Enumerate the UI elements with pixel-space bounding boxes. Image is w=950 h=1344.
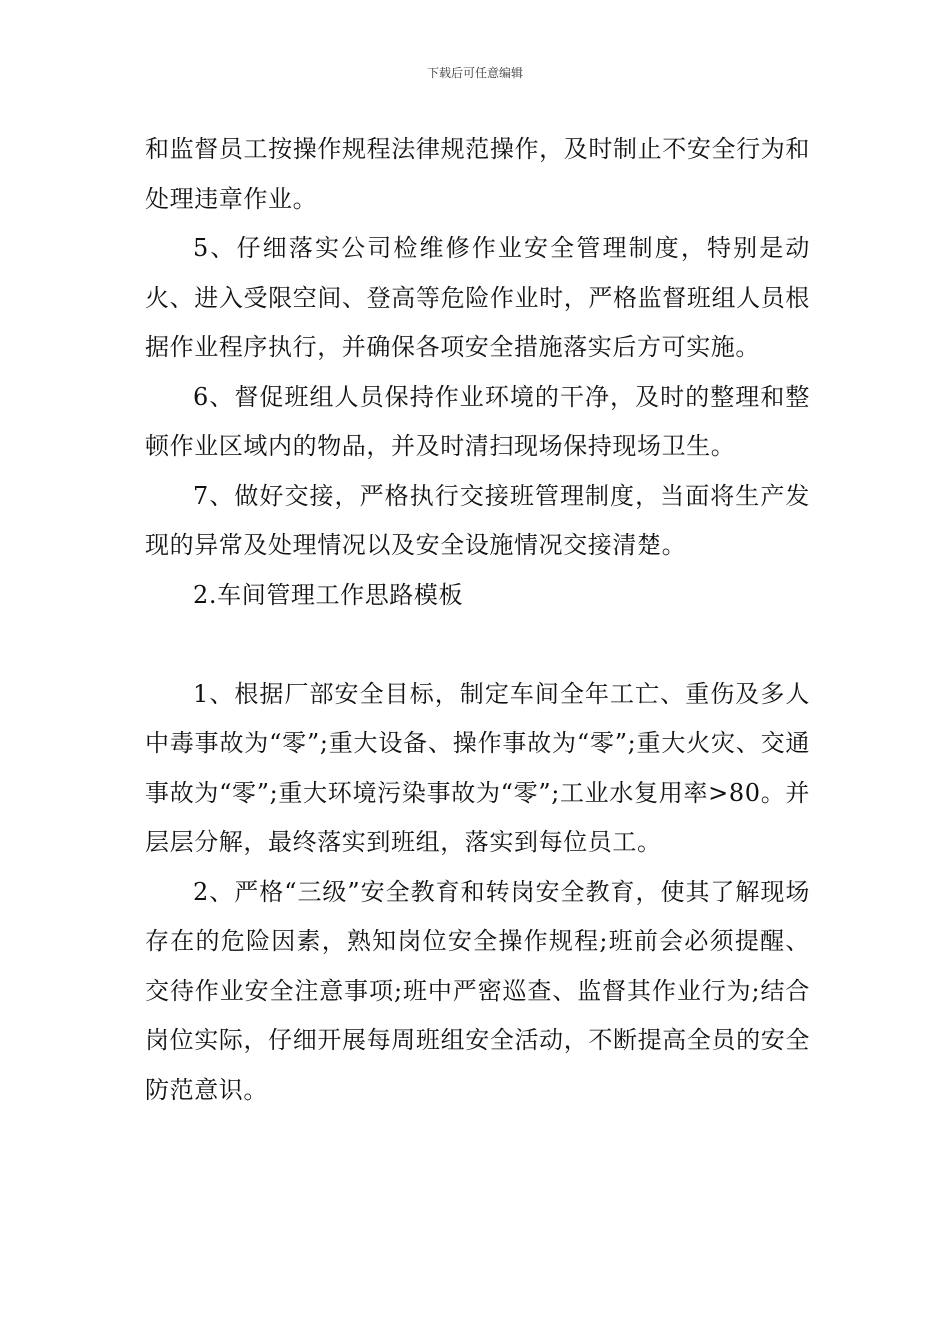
section-heading: 2.车间管理工作思路模板 bbox=[193, 580, 464, 609]
paragraph-continuation: 和监督员工按操作规程法律规范操作，及时制止不安全行为和处理违章作业。 bbox=[145, 135, 810, 213]
page-header: 下载后可任意编辑 bbox=[426, 66, 523, 80]
paragraph-item-1: 1、根据厂部安全目标，制定车间全年工亡、重伤及多人中毒事故为“零”;重大设备、操作事故为“零”;重大火灾、交通事故为“零”;重大环境污染事故为“零”;工业水复用率>80。并层层分解，最终落实到班组，落实到每位员工。 bbox=[145, 679, 810, 856]
paragraph-item-7: 7、做好交接，严格执行交接班管理制度，当面将生产发现的异常及处理情况以及安全设施情况交接清楚。 bbox=[145, 481, 810, 559]
paragraph-item-2: 2、严格“三级”安全教育和转岗安全教育，使其了解现场存在的危险因素，熟知岗位安全操作规程;班前会必须提醒、交待作业安全注意事项;班中严密巡查、监督其作业行为;结合岗位实际，仔细开展每周班组安全活动，不断提高全员的安全防范意识。 bbox=[145, 877, 810, 1104]
paragraph-item-6: 6、督促班组人员保持作业环境的干净，及时的整理和整顿作业区域内的物品，并及时清扫现场保持现场卫生。 bbox=[145, 382, 810, 460]
document-body bbox=[145, 125, 810, 1115]
paragraph-item-5: 5、仔细落实公司检维修作业安全管理制度，特别是动火、进入受限空间、登高等危险作业时，严格监督班组人员根据作业程序执行，并确保各项安全措施落实后方可实施。 bbox=[145, 234, 810, 361]
blank-line bbox=[145, 620, 810, 670]
